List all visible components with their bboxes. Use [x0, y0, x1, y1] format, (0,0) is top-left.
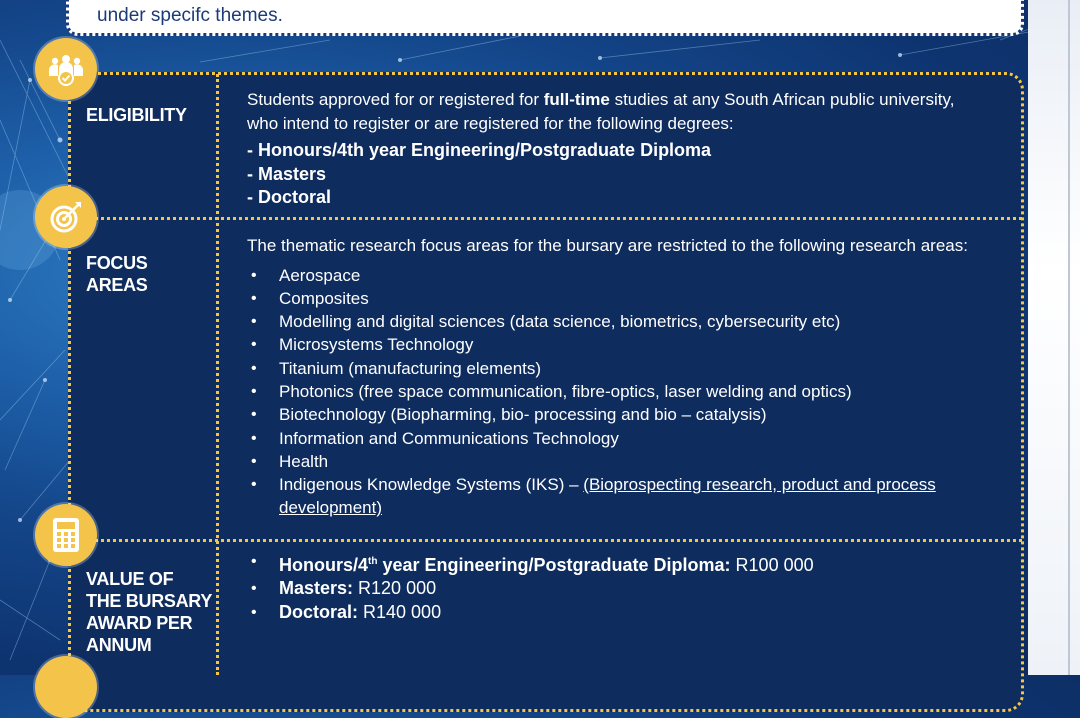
eligibility-fulltime: full-time	[543, 90, 610, 109]
value-label-line: THE BURSARY	[86, 591, 213, 611]
eligibility-line2: who intend to register or are registered for the following degrees:	[247, 113, 734, 133]
focus-content	[247, 234, 968, 520]
value-list	[247, 550, 814, 624]
value-doctoral-label: Doctoral:	[279, 601, 359, 622]
focus-area-item: • Information and Communications Technology	[247, 427, 968, 450]
value-masters-amount: R120 000	[353, 578, 437, 599]
calculator-icon	[35, 504, 97, 566]
row-divider	[70, 217, 1022, 220]
focus-label-line1: FOCUS	[86, 253, 148, 273]
degree-doctoral: - Doctoral	[247, 187, 332, 207]
eligibility-content	[247, 88, 954, 210]
focus-area-item: • Composites	[247, 287, 968, 310]
value-masters	[247, 577, 814, 600]
focus-intro: The thematic research focus areas for the bursary are restricted to the following research areas:	[247, 236, 968, 255]
intro-text: under specifc themes.	[97, 5, 283, 26]
focus-area-item: • Titanium (manufacturing elements)	[247, 357, 968, 380]
row-divider	[70, 539, 1022, 542]
focus-area-item: • Photonics (free space communication, fibre-optics, laser welding and optics)	[247, 380, 968, 403]
value-label-line: VALUE OF	[86, 569, 174, 589]
iks-link[interactable]: (Bioprospecting research, product and process	[583, 475, 936, 495]
focus-area-item-iks	[247, 473, 968, 520]
eligibility-label: ELIGIBILITY	[86, 105, 187, 125]
focus-area-item: • Health	[247, 450, 968, 473]
value-honours-sup: th	[368, 556, 378, 567]
focus-area-item: • Microsystems Technology	[247, 333, 968, 356]
value-label	[86, 568, 212, 656]
eligibility-line1	[247, 88, 954, 112]
value-doctoral-amount: R140 000	[358, 601, 442, 622]
eligibility-line1-end: studies at any South African public university,	[609, 90, 955, 109]
iks-link-continued[interactable]: development)	[279, 498, 383, 518]
degree-masters: - Masters	[247, 163, 327, 184]
value-content	[247, 550, 814, 624]
focus-area-item: • Biotechnology (Biopharming, bio- processing and bio – catalysis)	[247, 403, 968, 426]
value-label-line: AWARD PER	[86, 613, 193, 633]
value-honours-amount: R100 000	[730, 555, 814, 575]
target-icon	[35, 186, 97, 248]
page-edge	[1028, 0, 1080, 675]
value-label-line: ANNUM	[86, 635, 152, 655]
degree-honours: - Honours/4th year Engineering/Postgraduate Diploma	[247, 140, 712, 160]
focus-label-line2: AREAS	[86, 275, 148, 295]
people-check-icon	[35, 38, 97, 100]
focus-area-item: • Modelling and digital sciences (data science, biometrics, cybersecurity etc)	[247, 310, 968, 333]
column-divider	[216, 74, 219, 675]
value-honours	[247, 550, 814, 577]
value-masters-label: Masters:	[279, 578, 354, 599]
iks-text: Indigenous Knowledge Systems (IKS) –	[279, 475, 584, 495]
focus-area-list	[247, 264, 968, 520]
value-honours-label: Honours/4	[279, 555, 369, 575]
value-honours-label-end: year Engineering/Postgraduate Diploma:	[377, 555, 731, 575]
section-icon	[35, 656, 97, 718]
focus-area-item: • Aerospace	[247, 264, 968, 287]
value-doctoral	[247, 601, 814, 624]
focus-label	[86, 252, 148, 296]
eligibility-line1-text: Students approved for or registered for	[247, 90, 544, 109]
